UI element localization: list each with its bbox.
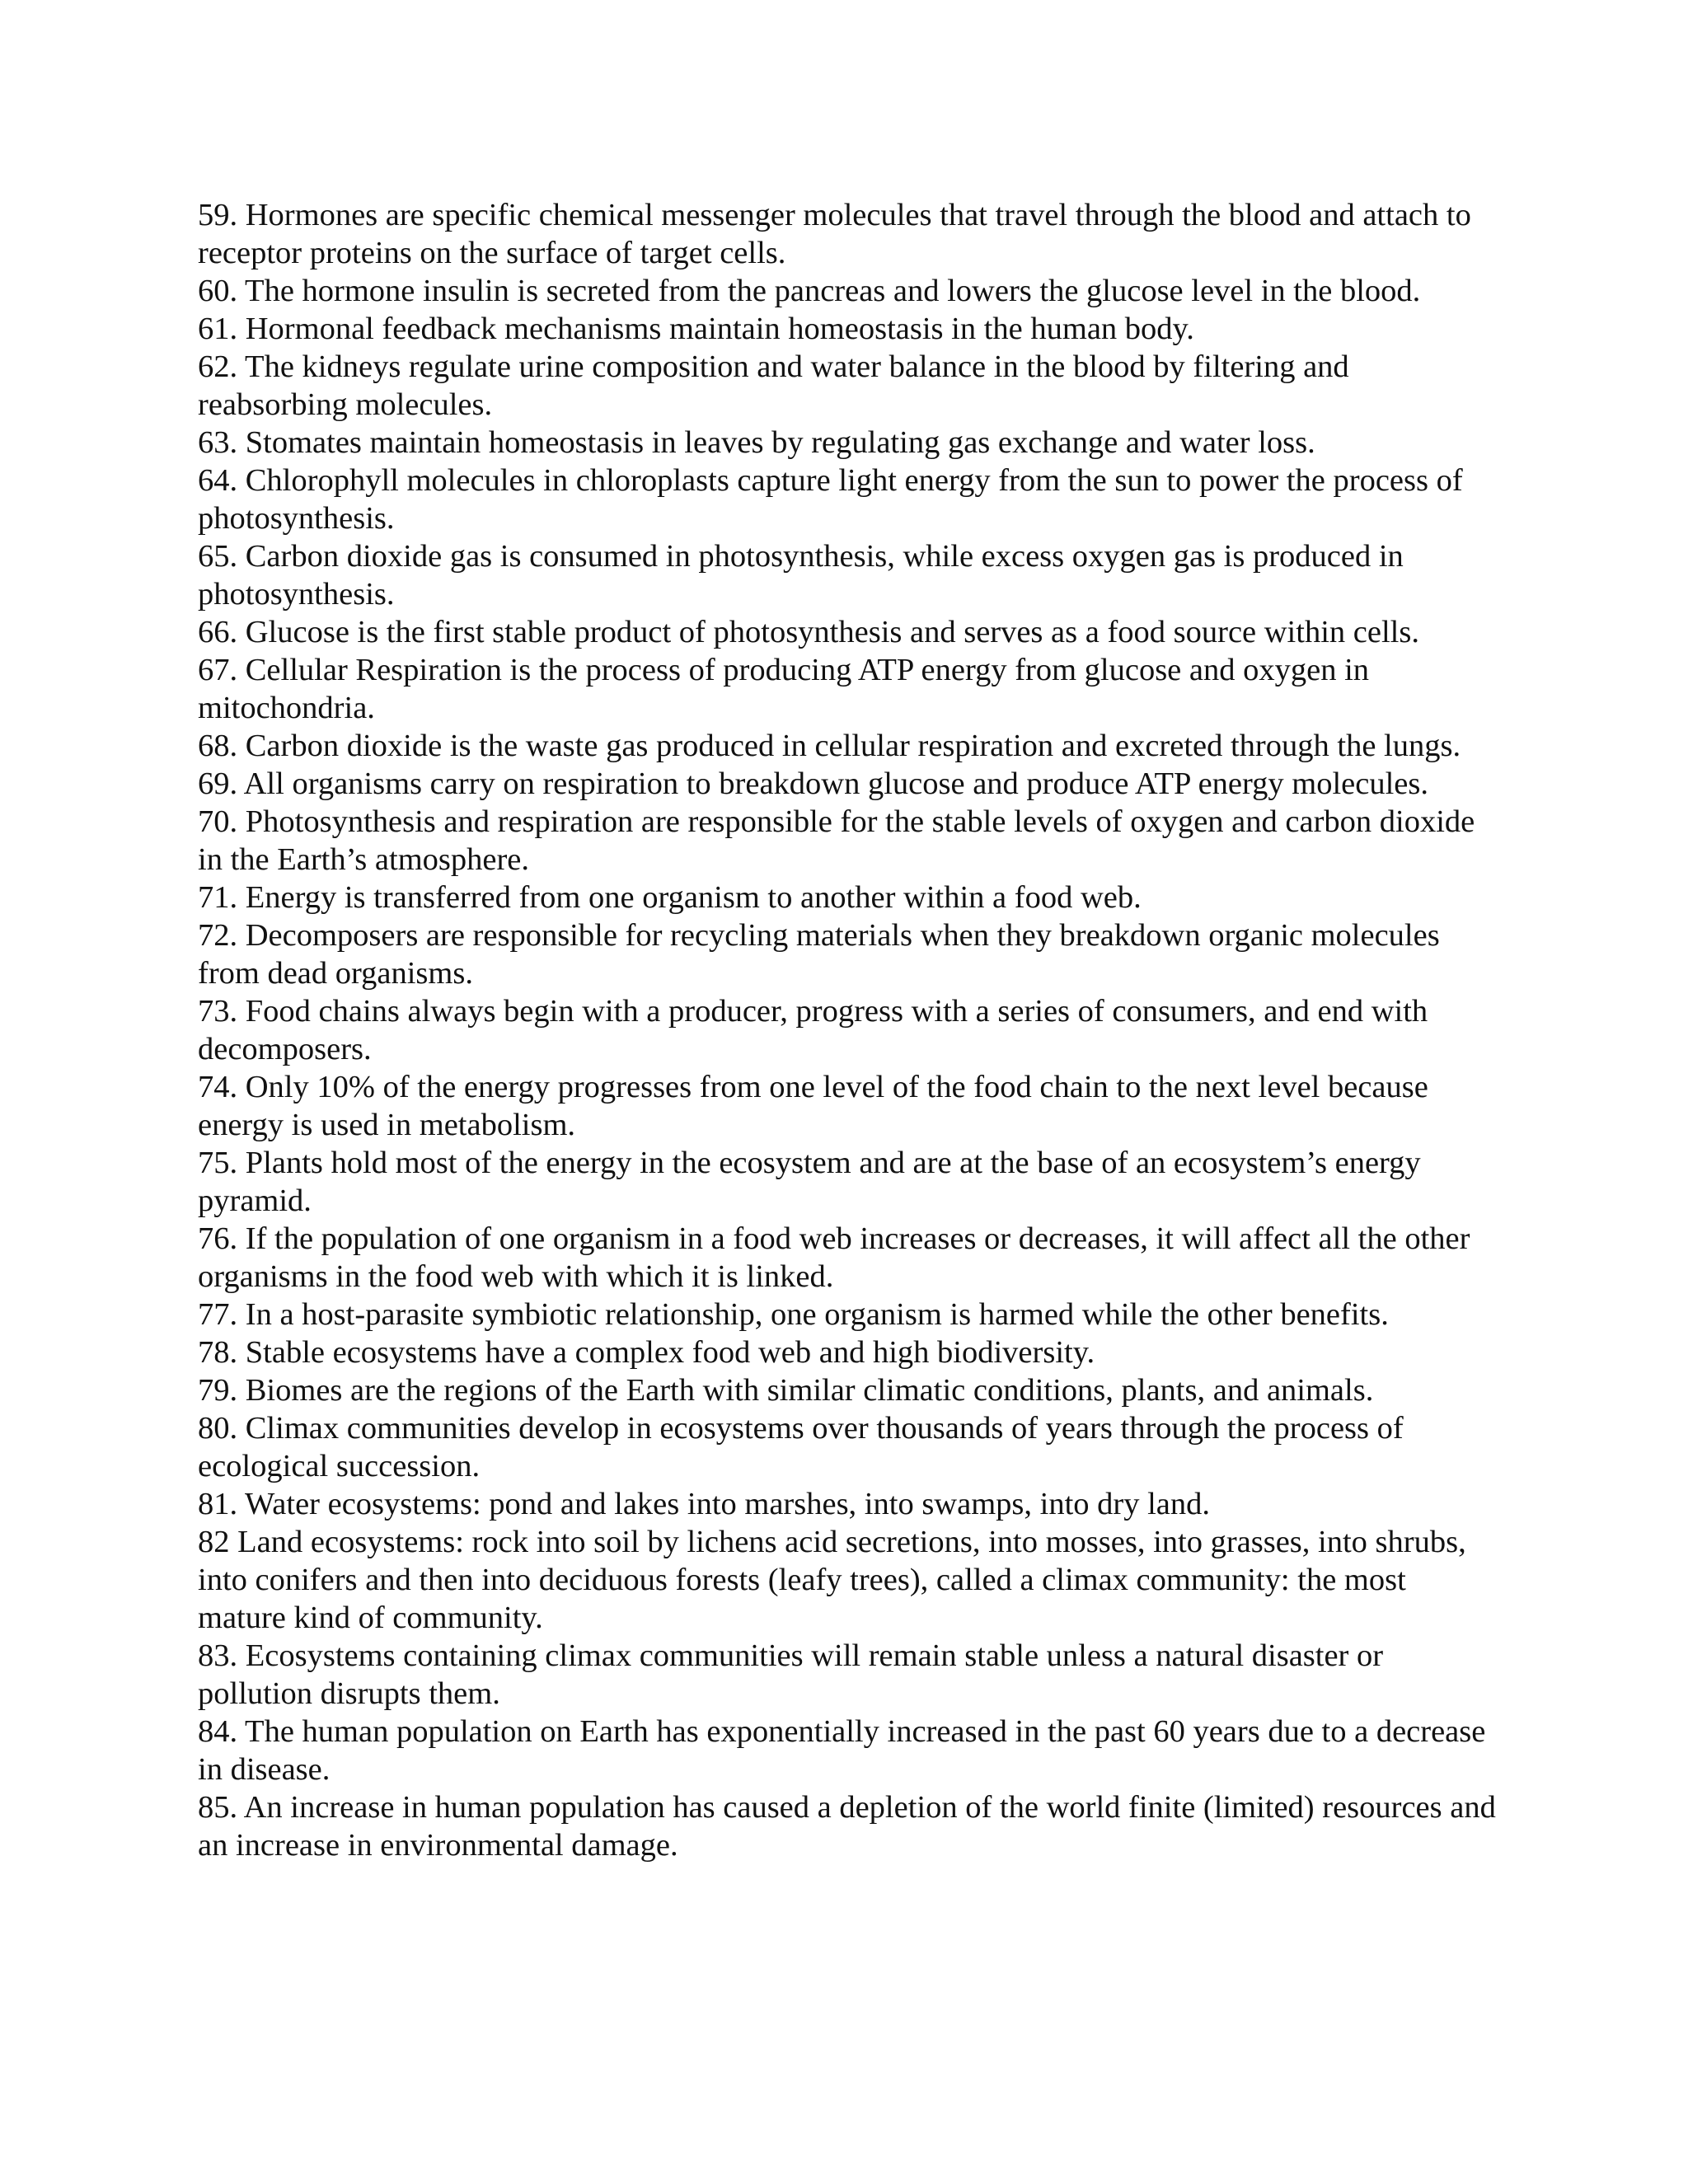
list-item-71: 71. Energy is transferred from one organism to another within a food web. xyxy=(198,880,1142,915)
list-item-64: 64. Chlorophyll molecules in chloroplasts capture light energy from the sun to power the process of photosynthesis. xyxy=(198,463,1463,536)
list-item-77: 77. In a host-parasite symbiotic relationship, one organism is harmed while the other benefits. xyxy=(198,1297,1389,1332)
list-item-82: 82 Land ecosystems: rock into soil by lichens acid secretions, into mosses, into grasses, into shrubs, into conifers and then into deciduous forests (leafy trees), called a climax community: the most mature kind of community. xyxy=(198,1525,1466,1635)
list-item-83: 83. Ecosystems containing climax communities will remain stable unless a natural disaster or pollution disrupts them. xyxy=(198,1638,1384,1711)
list-item-79: 79. Biomes are the regions of the Earth with similar climatic conditions, plants, and animals. xyxy=(198,1373,1374,1408)
list-item-60: 60. The hormone insulin is secreted from the pancreas and lowers the glucose level in the blood. xyxy=(198,274,1421,308)
list-item-65: 65. Carbon dioxide gas is consumed in photosynthesis, while excess oxygen gas is produced in photosynthesis. xyxy=(198,539,1404,612)
list-item-59: 59. Hormones are specific chemical messenger molecules that travel through the blood and attach to receptor proteins on the surface of target cells. xyxy=(198,198,1471,270)
list-item-80: 80. Climax communities develop in ecosystems over thousands of years through the process of ecological succession. xyxy=(198,1411,1404,1483)
list-item-66: 66. Glucose is the first stable product of photosynthesis and serves as a food source within cells. xyxy=(198,615,1419,649)
list-item-85: 85. An increase in human population has caused a depletion of the world finite (limited) resources and an increase in environmental damage. xyxy=(198,1790,1496,1863)
list-item-61: 61. Hormonal feedback mechanisms maintain homeostasis in the human body. xyxy=(198,312,1194,346)
list-item-73: 73. Food chains always begin with a producer, progress with a series of consumers, and end with decomposers. xyxy=(198,994,1428,1066)
list-item-74: 74. Only 10% of the energy progresses from one level of the food chain to the next level because energy is used in metabolism. xyxy=(198,1070,1428,1142)
document-body xyxy=(198,196,1500,1864)
list-item-62: 62. The kidneys regulate urine composition and water balance in the blood by filtering and reabsorbing molecules. xyxy=(198,349,1349,422)
list-item-70: 70. Photosynthesis and respiration are responsible for the stable levels of oxygen and carbon dioxide in the Earth’s atmosphere. xyxy=(198,804,1475,877)
list-item-69: 69. All organisms carry on respiration to breakdown glucose and produce ATP energy molecules. xyxy=(198,766,1428,801)
list-item-84: 84. The human population on Earth has exponentially increased in the past 60 years due to a decrease in disease. xyxy=(198,1714,1486,1787)
list-item-75: 75. Plants hold most of the energy in the ecosystem and are at the base of an ecosystem’s energy pyramid. xyxy=(198,1146,1421,1218)
list-item-67: 67. Cellular Respiration is the process of producing ATP energy from glucose and oxygen in mitochondria. xyxy=(198,653,1370,725)
list-item-68: 68. Carbon dioxide is the waste gas produced in cellular respiration and excreted through the lungs. xyxy=(198,729,1461,763)
list-item-63: 63. Stomates maintain homeostasis in leaves by regulating gas exchange and water loss. xyxy=(198,425,1315,460)
list-item-81: 81. Water ecosystems: pond and lakes into marshes, into swamps, into dry land. xyxy=(198,1487,1210,1521)
list-item-78: 78. Stable ecosystems have a complex food web and high biodiversity. xyxy=(198,1335,1095,1370)
list-item-76: 76. If the population of one organism in a food web increases or decreases, it will affect all the other organisms in the food web with which it is linked. xyxy=(198,1221,1470,1294)
list-item-72: 72. Decomposers are responsible for recycling materials when they breakdown organic molecules from dead organisms. xyxy=(198,918,1440,991)
